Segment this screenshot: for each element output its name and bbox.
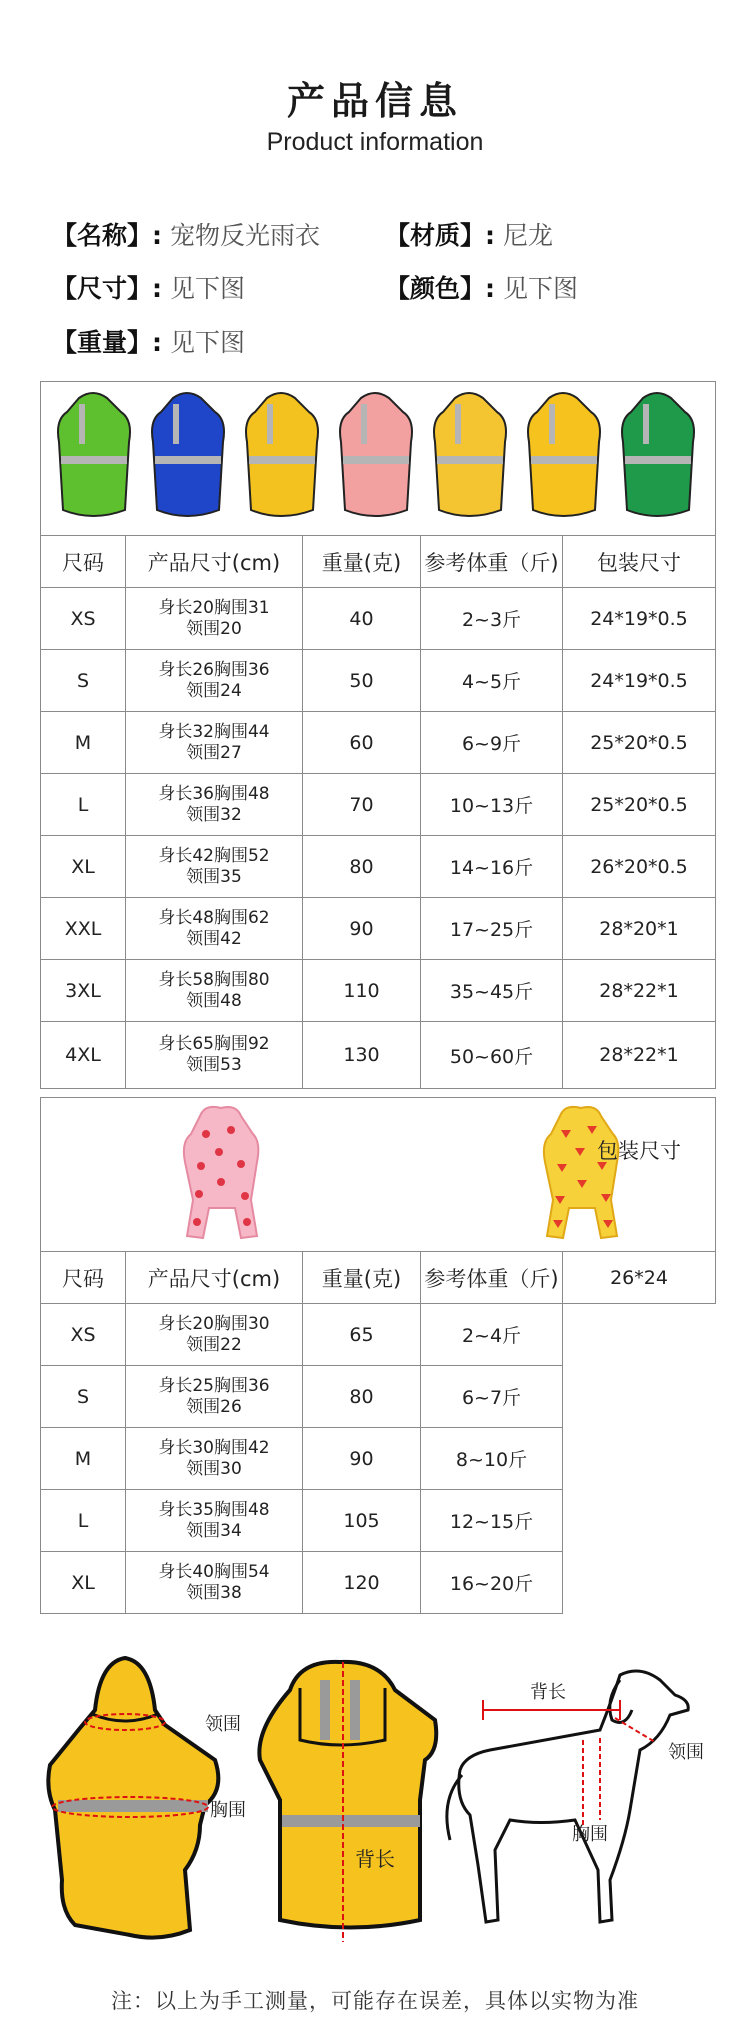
table-row	[41, 650, 716, 712]
table-row	[41, 898, 716, 960]
cell-weight: 80	[303, 1366, 421, 1428]
cell-ref-weight: 12~15斤	[421, 1490, 563, 1552]
header-weight: 重量(克)	[303, 536, 421, 588]
cell-size: L	[41, 774, 126, 836]
cell-size: S	[41, 1366, 126, 1428]
dimension-line-2: 领围32	[186, 804, 242, 825]
dimension-line-1: 身长20胸围31	[158, 597, 270, 618]
dimension-line-1: 身长65胸围92	[158, 1034, 270, 1054]
cell-weight: 80	[303, 836, 421, 898]
table-row	[41, 712, 716, 774]
cell-ref-weight: 4~5斤	[421, 650, 563, 712]
dimension-line-2: 领围42	[186, 928, 242, 949]
info-material-key: 【材质】:	[385, 221, 495, 250]
cell-package: 28*22*1	[563, 960, 716, 1022]
info-material	[385, 216, 553, 252]
cell-weight: 130	[303, 1022, 421, 1089]
cell-package: 24*19*0.5	[563, 650, 716, 712]
cell-dimensions	[126, 836, 303, 898]
raincoat-gallery	[41, 382, 715, 530]
cell-size: XL	[41, 836, 126, 898]
info-color-key: 【颜色】:	[385, 274, 495, 303]
raincoat-gallery-cell-2	[41, 1098, 716, 1252]
table-row	[41, 1428, 716, 1490]
dimension-line-2: 领围53	[186, 1055, 242, 1075]
dimension-line-1: 身长58胸围80	[158, 969, 270, 990]
cell-weight: 110	[303, 960, 421, 1022]
cell-package: 28*22*1	[563, 1022, 716, 1089]
cell-dimensions	[126, 898, 303, 960]
cell-ref-weight: 8~10斤	[421, 1428, 563, 1490]
info-size-value: 见下图	[169, 274, 245, 303]
dimension-line-2: 领围24	[186, 680, 242, 701]
cell-dimensions	[126, 588, 303, 650]
table-row	[41, 1552, 716, 1614]
header-dimensions: 产品尺寸(cm)	[126, 536, 303, 588]
header-dimensions: 产品尺寸(cm)	[126, 1252, 303, 1304]
dog-neck-label: 领围	[668, 1742, 704, 1763]
raincoat-image-2	[152, 393, 224, 516]
cell-ref-weight: 10~13斤	[421, 774, 563, 836]
cell-ref-weight: 17~25斤	[421, 898, 563, 960]
cell-weight: 65	[303, 1304, 421, 1366]
back-length-label: 背长	[355, 1847, 395, 1871]
cell-weight: 90	[303, 1428, 421, 1490]
dimension-line-2: 领围35	[186, 866, 242, 887]
cell-size: M	[41, 712, 126, 774]
cell-weight: 70	[303, 774, 421, 836]
info-size-key: 【尺寸】:	[52, 274, 162, 303]
table-row	[41, 1366, 716, 1428]
dimension-line-1: 身长42胸围52	[158, 845, 270, 866]
info-size	[52, 269, 245, 305]
cell-size: M	[41, 1428, 126, 1490]
table-row	[41, 774, 716, 836]
front-raincoat-image	[48, 1658, 218, 1938]
cell-dimensions	[126, 1304, 303, 1366]
table-image-row	[41, 382, 716, 536]
dimension-line-2: 领围34	[186, 1520, 242, 1541]
watermelon-raincoat-image	[544, 1107, 618, 1238]
dimension-line-1: 身长35胸围48	[158, 1499, 270, 1520]
header-package: 包装尺寸	[597, 1138, 681, 1163]
dimension-line-1: 身长32胸围44	[158, 721, 270, 742]
info-weight	[52, 323, 245, 359]
raincoat-image-4	[340, 393, 412, 516]
cell-size: S	[41, 650, 126, 712]
raincoat-image-1	[58, 393, 130, 516]
table-row	[41, 1304, 716, 1366]
page-subtitle: Product information	[266, 128, 484, 156]
table-row	[41, 1022, 716, 1089]
dimension-line-2: 领围22	[186, 1334, 242, 1355]
cell-dimensions	[126, 1490, 303, 1552]
header-package: 包装尺寸	[563, 536, 716, 588]
dog-chest-label: 胸围	[572, 1824, 608, 1845]
dimension-line-1: 身长26胸围36	[158, 659, 270, 680]
cell-ref-weight: 6~9斤	[421, 712, 563, 774]
dimension-line-2: 领围38	[186, 1582, 242, 1603]
cell-weight: 90	[303, 898, 421, 960]
info-weight-value: 见下图	[169, 328, 245, 357]
info-name	[52, 216, 320, 252]
cell-package: 26*20*0.5	[563, 836, 716, 898]
cell-ref-weight: 2~3斤	[421, 588, 563, 650]
cell-package: 25*20*0.5	[563, 712, 716, 774]
cell-package: 28*20*1	[563, 898, 716, 960]
chest-label: 胸围	[210, 1800, 246, 1821]
header-weight: 重量(克)	[303, 1252, 421, 1304]
size-table-1	[40, 381, 716, 1089]
info-color	[385, 269, 578, 305]
cell-size: L	[41, 1490, 126, 1552]
info-weight-key: 【重量】:	[52, 328, 162, 357]
cell-dimensions	[126, 650, 303, 712]
strawberry-raincoat-image	[184, 1107, 258, 1238]
cell-weight: 105	[303, 1490, 421, 1552]
page-title: 产品信息	[286, 79, 463, 123]
dimension-line-1: 身长48胸围62	[158, 907, 270, 928]
info-name-key: 【名称】:	[52, 221, 162, 250]
cell-size: 3XL	[41, 960, 126, 1022]
table-row	[41, 836, 716, 898]
cell-package: 24*19*0.5	[563, 588, 716, 650]
cell-weight: 50	[303, 650, 421, 712]
info-name-value: 宠物反光雨衣	[169, 221, 320, 250]
package-size-value: 26*24	[610, 1266, 668, 1289]
info-color-value: 见下图	[502, 274, 578, 303]
dog-back-label: 背长	[530, 1682, 566, 1703]
table-row	[41, 1490, 716, 1552]
header-ref-weight: 参考体重（斤)	[421, 1252, 563, 1304]
neck-label: 领围	[205, 1714, 241, 1735]
cell-size: XXL	[41, 898, 126, 960]
raincoat-image-6	[528, 393, 600, 516]
dimension-line-1: 身长20胸围30	[158, 1313, 270, 1334]
dimension-line-1: 身长30胸围42	[158, 1437, 270, 1458]
package-size-cell	[563, 1138, 716, 1304]
cell-size: XS	[41, 1304, 126, 1366]
measurement-diagram	[0, 1650, 750, 1970]
table-row	[41, 960, 716, 1022]
cell-dimensions	[126, 1366, 303, 1428]
dimension-line-1: 身长40胸围54	[158, 1561, 270, 1582]
table-header-row	[41, 1252, 716, 1304]
dimension-line-2: 领围26	[186, 1396, 242, 1417]
table-row	[41, 588, 716, 650]
raincoat-image-5	[434, 393, 506, 516]
cell-dimensions	[126, 1428, 303, 1490]
table-image-row	[41, 1098, 716, 1252]
header-ref-weight: 参考体重（斤)	[421, 536, 563, 588]
cell-dimensions	[126, 1022, 303, 1089]
raincoat-gallery-cell	[41, 382, 716, 536]
printed-raincoat-gallery	[41, 1098, 715, 1246]
cell-ref-weight: 35~45斤	[421, 960, 563, 1022]
raincoat-image-3	[246, 393, 318, 516]
cell-ref-weight: 6~7斤	[421, 1366, 563, 1428]
dimension-line-2: 领围30	[186, 1458, 242, 1479]
cell-dimensions	[126, 774, 303, 836]
cell-dimensions	[126, 960, 303, 1022]
table-header-row	[41, 536, 716, 588]
header-size: 尺码	[41, 536, 126, 588]
dimension-line-1: 身长36胸围48	[158, 783, 270, 804]
dimension-line-2: 领围48	[186, 990, 242, 1011]
cell-ref-weight: 14~16斤	[421, 836, 563, 898]
cell-size: XS	[41, 588, 126, 650]
dimension-line-2: 领围27	[186, 742, 242, 763]
cell-ref-weight: 2~4斤	[421, 1304, 563, 1366]
footnote: 注：以上为手工测量，可能存在误差，具体以实物为准	[111, 1989, 639, 2013]
cell-package: 25*20*0.5	[563, 774, 716, 836]
cell-ref-weight: 16~20斤	[421, 1552, 563, 1614]
header-size: 尺码	[41, 1252, 126, 1304]
dimension-line-1: 身长25胸围36	[158, 1375, 270, 1396]
cell-weight: 40	[303, 588, 421, 650]
cell-ref-weight: 50~60斤	[421, 1022, 563, 1089]
dimension-line-2: 领围20	[186, 618, 242, 639]
cell-weight: 60	[303, 712, 421, 774]
info-material-value: 尼龙	[502, 221, 553, 250]
cell-dimensions	[126, 712, 303, 774]
cell-weight: 120	[303, 1552, 421, 1614]
cell-dimensions	[126, 1552, 303, 1614]
size-table-2	[40, 1097, 716, 1614]
cell-size: XL	[41, 1552, 126, 1614]
cell-size: 4XL	[41, 1022, 126, 1089]
raincoat-image-7	[622, 393, 694, 516]
back-raincoat-image	[259, 1662, 436, 1942]
